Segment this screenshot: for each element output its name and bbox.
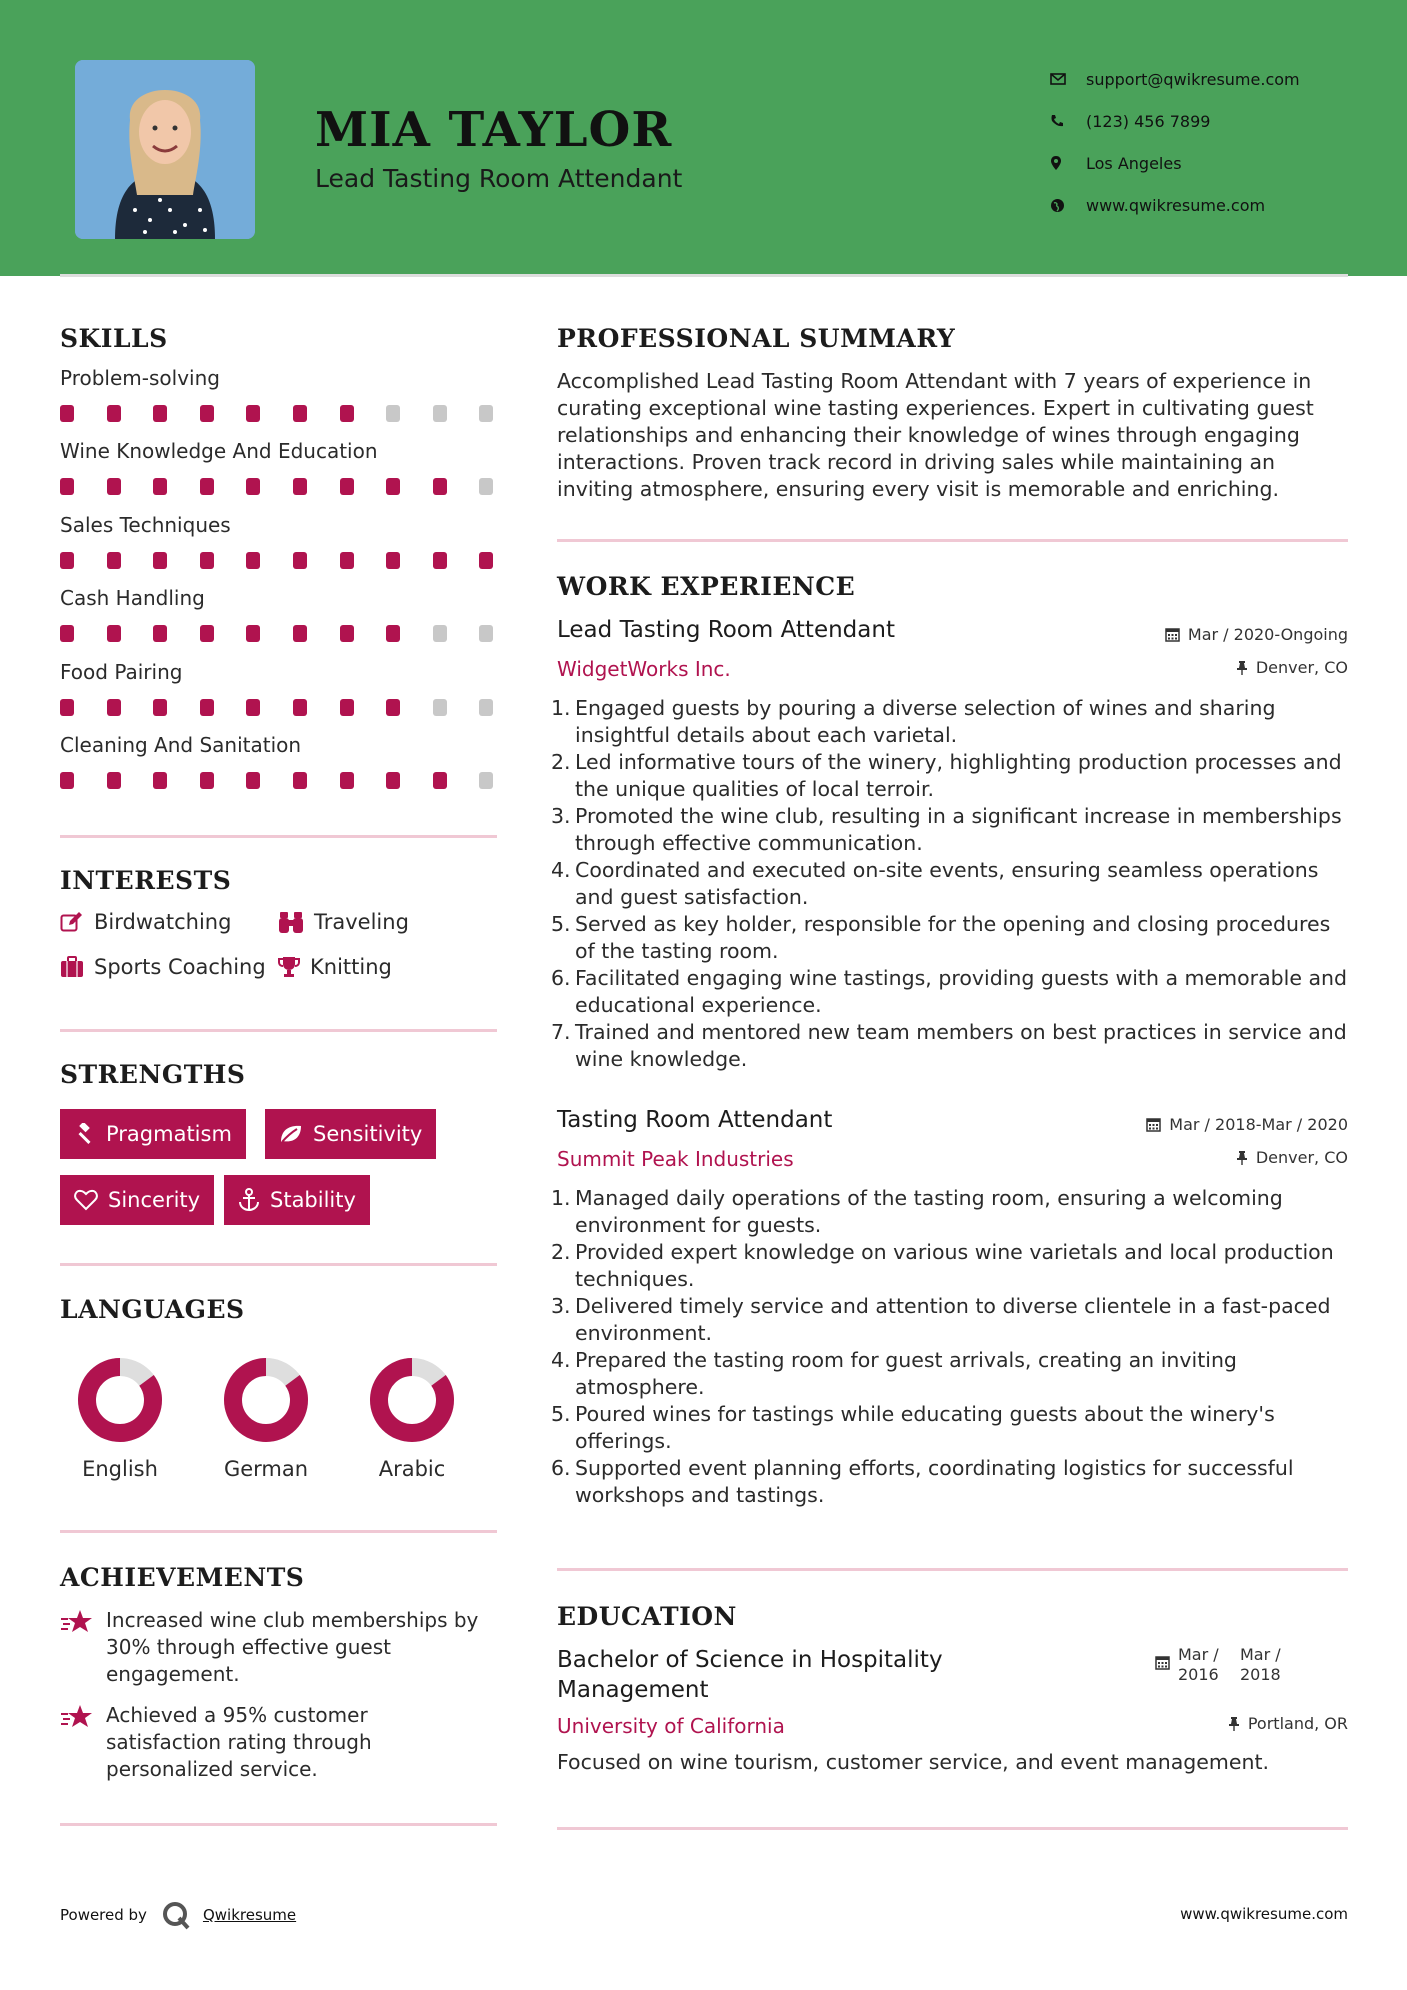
pencil-square-icon [60,911,84,933]
job-location-text: Denver, CO [1255,1148,1348,1167]
education-location-text: Portland, OR [1247,1714,1348,1733]
education-end: Mar / 2018 [1240,1645,1281,1684]
trophy-icon [278,956,300,978]
strengths-heading: STRENGTHS [60,1060,246,1089]
map-pin-icon [1050,155,1086,171]
skill-rating [60,405,497,425]
language-name: Arabic [378,1457,446,1481]
rating-dot-filled [293,625,307,642]
job-dates [1165,625,1348,644]
rating-dot-filled [246,405,260,422]
contact-email-text: support@qwikresume.com [1086,69,1300,89]
job-role: Tasting Room Attendant [557,1107,833,1133]
achievement-text: Achieved a 95% customer satisfaction rating through personalized service. [106,1703,372,1781]
bullet-text: Trained and mentored new team members on best practices in service and wine knowledge. [575,1020,1347,1071]
bullet-text: Served as key holder, responsible for the opening and closing procedures of the tasting room. [575,912,1331,963]
rating-dot-filled [340,405,354,422]
calendar-icon [1155,1655,1170,1670]
education-degree: Bachelor of Science in Hospitality Management [557,1647,943,1703]
envelope-icon [1050,73,1086,85]
rating-dot-empty [479,699,493,716]
section-divider [557,1827,1348,1830]
rating-dot-filled [293,405,307,422]
bullet-text: Led informative tours of the winery, highlighting production processes and the unique qualities of local terroir. [575,750,1342,801]
skill-rating [60,625,497,645]
rating-dot-filled [153,699,167,716]
job-entry [557,1107,1348,1171]
bullet-number: 4. [551,858,571,882]
strength-tag-stability [224,1175,370,1225]
anchor-icon [238,1188,260,1212]
section-divider [60,1530,497,1533]
rating-dot-filled [200,552,214,569]
language-item [206,1357,326,1481]
pushpin-icon [1236,660,1248,675]
calendar-icon [1165,627,1180,642]
job-location [1236,1148,1348,1167]
bullet-number: 1. [551,696,571,720]
bullet-number: 6. [551,1456,571,1480]
languages-heading: LANGUAGES [60,1295,245,1324]
job-location-text: Denver, CO [1255,658,1348,677]
rating-dot-filled [340,625,354,642]
rating-dot-empty [479,625,493,642]
strength-tag-pragmatism [60,1109,246,1159]
job-bullet [551,1293,1348,1347]
skill-name: Problem-solving [60,366,220,390]
interest-label: Knitting [310,955,392,979]
skill-name: Wine Knowledge And Education [60,439,378,464]
contact-location-text: Los Angeles [1086,153,1182,173]
rating-dot-empty [479,405,493,422]
skill-name: Sales Techniques [60,512,231,537]
strength-label: Sincerity [108,1188,201,1212]
bullet-number: 7. [551,1020,571,1044]
gavel-icon [74,1123,96,1145]
skill-rating [60,699,497,719]
skill-name: Cash Handling [60,586,205,611]
rating-dot-empty [479,772,493,789]
rating-dot-empty [433,625,447,642]
summary-text: Accomplished Lead Tasting Room Attendant with 7 years of experience in curating exceptional wine tasting experiences. Expert in cultivating guest relationships and enhancing their knowledge of wines through engaging interactions. Proven track record in driving sales while maintaining an inviting atmosphere, ensuring every visit is memorable and enriching. [557,369,1314,501]
job-company: WidgetWorks Inc. [557,657,731,681]
rating-dot-filled [340,478,354,495]
rating-dot-filled [386,772,400,789]
bullet-number: 5. [551,1402,571,1426]
powered-by-text: Powered by [60,1906,147,1924]
job-role: Lead Tasting Room Attendant [557,617,895,643]
rating-dot-filled [200,772,214,789]
job-dates-text: Mar / 2018-Mar / 2020 [1169,1115,1348,1134]
job-bullet [551,1347,1348,1401]
job-location [1236,658,1348,677]
interest-traveling [278,910,409,934]
job-entry [557,617,1348,681]
bullet-number: 3. [551,1294,571,1318]
bullet-number: 2. [551,750,571,774]
binoculars-icon [278,910,304,934]
education-description: Focused on wine tourism, customer service, and event management. [557,1750,1270,1774]
bullet-number: 6. [551,966,571,990]
rating-dot-empty [479,478,493,495]
strength-tag-sincerity [60,1175,214,1225]
rating-dot-filled [60,552,74,569]
bullet-text: Coordinated and executed on-site events, ensuring seamless operations and guest satisfaction. [575,858,1319,909]
contact-email[interactable] [1050,58,1300,100]
qwikresume-link[interactable]: Qwikresume [202,1906,297,1924]
rating-dot-filled [479,552,493,569]
job-bullet [551,695,1348,749]
rating-dot-filled [340,552,354,569]
achievement-text: Increased wine club memberships by 30% through effective guest engagement. [106,1608,479,1686]
interest-label: Birdwatching [94,910,232,934]
job-bullet [551,1401,1348,1455]
contact-website-text: www.qwikresume.com [1086,195,1266,215]
language-name: German [223,1457,309,1481]
contact-phone-text: (123) 456 7899 [1086,111,1211,131]
education-school: University of California [557,1714,785,1738]
rating-dot-filled [293,478,307,495]
contact-list [1050,58,1300,226]
education-dates [1155,1645,1290,1685]
rating-dot-filled [200,699,214,716]
pushpin-icon [1236,1150,1248,1165]
education-heading: EDUCATION [557,1602,737,1631]
job-bullet [551,911,1348,965]
job-dates [1146,1115,1348,1134]
rating-dot-filled [386,552,400,569]
pushpin-icon [1228,1716,1240,1731]
job-bullet [551,1019,1348,1073]
rating-dot-filled [107,625,121,642]
rating-dot-filled [153,772,167,789]
globe-icon [1050,198,1086,213]
language-level-ring [223,1357,309,1443]
bullet-number: 2. [551,1240,571,1264]
bullet-text: Managed daily operations of the tasting room, ensuring a welcoming environment for guests. [575,1186,1283,1237]
rating-dot-filled [60,625,74,642]
job-bullet [551,803,1348,857]
achievements-heading: ACHIEVEMENTS [60,1563,305,1592]
rating-dot-filled [293,552,307,569]
bullet-text: Supported event planning efforts, coordinating logistics for successful workshops and tastings. [575,1456,1294,1507]
skill-name: Food Pairing [60,659,183,684]
rating-dot-filled [340,772,354,789]
candidate-title: Lead Tasting Room Attendant [315,164,683,193]
interests-heading: INTERESTS [60,866,232,895]
skill-rating [60,552,497,572]
interest-label: Sports Coaching [94,955,266,979]
interest-knitting [278,955,392,979]
star-icon [60,1704,94,1730]
achievement-item [60,1607,497,1688]
rating-dot-filled [60,405,74,422]
rating-dot-filled [200,625,214,642]
bullet-number: 5. [551,912,571,936]
section-divider [557,539,1348,542]
header [0,0,1407,276]
section-divider [557,1568,1348,1571]
job-bullet [551,1185,1348,1239]
contact-location [1050,142,1300,184]
interest-birdwatching [60,910,231,934]
job-bullet [551,1455,1348,1509]
rating-dot-filled [153,478,167,495]
job-bullet [551,857,1348,911]
rating-dot-filled [340,699,354,716]
contact-website[interactable] [1050,184,1300,226]
briefcase-icon [60,956,84,978]
footer-website[interactable]: www.qwikresume.com [1180,1905,1348,1923]
rating-dot-filled [246,552,260,569]
rating-dot-filled [246,625,260,642]
rating-dot-filled [107,552,121,569]
bullet-number: 3. [551,804,571,828]
bullet-text: Delivered timely service and attention to diverse clientele in a fast-paced environment. [575,1294,1331,1345]
section-divider [60,835,497,838]
rating-dot-filled [293,699,307,716]
rating-dot-filled [107,699,121,716]
rating-dot-filled [386,699,400,716]
skill-rating [60,478,497,498]
job-bullet [551,965,1348,1019]
job-bullet [551,1239,1348,1293]
rating-dot-filled [200,478,214,495]
bullet-text: Promoted the wine club, resulting in a significant increase in memberships through effective communication. [575,804,1342,855]
header-divider [60,274,1348,277]
language-name: English [82,1457,158,1481]
rating-dot-filled [386,625,400,642]
rating-dot-filled [107,772,121,789]
section-divider [60,1263,497,1266]
rating-dot-empty [433,699,447,716]
heart-icon [74,1189,98,1211]
bullet-text: Facilitated engaging wine tastings, providing guests with a memorable and educational experience. [575,966,1348,1017]
bullet-text: Engaged guests by pouring a diverse selection of wines and sharing insightful details about each varietal. [575,696,1276,747]
star-icon [60,1609,94,1635]
rating-dot-filled [293,772,307,789]
language-level-ring [77,1357,163,1443]
interest-sports-coaching [60,955,266,979]
summary-heading: PROFESSIONAL SUMMARY [557,324,956,353]
strength-label: Stability [270,1188,356,1212]
qwikresume-logo-icon [161,1900,191,1930]
rating-dot-filled [60,772,74,789]
experience-heading: WORK EXPERIENCE [557,572,856,601]
language-item [60,1357,180,1481]
bullet-number: 1. [551,1186,571,1210]
rating-dot-filled [107,478,121,495]
rating-dot-filled [386,478,400,495]
job-bullets [551,1185,1348,1509]
interest-label: Traveling [314,910,409,934]
job-bullets [551,695,1348,1073]
rating-dot-filled [246,699,260,716]
rating-dot-filled [246,478,260,495]
skills-heading: SKILLS [60,324,168,353]
section-divider [60,1029,497,1032]
section-divider [60,1823,497,1826]
rating-dot-filled [433,772,447,789]
rating-dot-filled [433,478,447,495]
skill-rating [60,772,497,792]
education-start: Mar / 2016 [1178,1645,1219,1684]
footer-branding [60,1900,296,1930]
rating-dot-filled [153,552,167,569]
contact-phone[interactable] [1050,100,1300,142]
rating-dot-empty [433,405,447,422]
phone-icon [1050,114,1086,128]
strength-tag-sensitivity [265,1109,436,1159]
language-item [352,1357,472,1481]
language-level-ring [369,1357,455,1443]
candidate-name: MIA TAYLOR [315,102,673,158]
rating-dot-filled [200,405,214,422]
job-bullet [551,749,1348,803]
strength-label: Pragmatism [106,1122,232,1146]
education-location [1228,1714,1348,1733]
rating-dot-filled [107,405,121,422]
bullet-text: Prepared the tasting room for guest arrivals, creating an inviting atmosphere. [575,1348,1237,1399]
rating-dot-filled [246,772,260,789]
bullet-number: 4. [551,1348,571,1372]
bullet-text: Poured wines for tastings while educating guests about the winery's offerings. [575,1402,1275,1453]
skill-name: Cleaning And Sanitation [60,733,302,757]
job-dates-text: Mar / 2020-Ongoing [1187,625,1348,644]
rating-dot-empty [386,405,400,422]
bullet-text: Provided expert knowledge on various wine varietals and local production techniques. [575,1240,1334,1291]
leaf-icon [279,1124,303,1144]
rating-dot-filled [153,405,167,422]
strength-label: Sensitivity [313,1122,423,1146]
rating-dot-filled [153,625,167,642]
job-company: Summit Peak Industries [557,1147,794,1171]
achievement-item [60,1702,497,1783]
rating-dot-filled [433,552,447,569]
profile-photo [75,60,255,239]
rating-dot-filled [60,699,74,716]
rating-dot-filled [60,478,74,495]
calendar-icon [1146,1117,1161,1132]
